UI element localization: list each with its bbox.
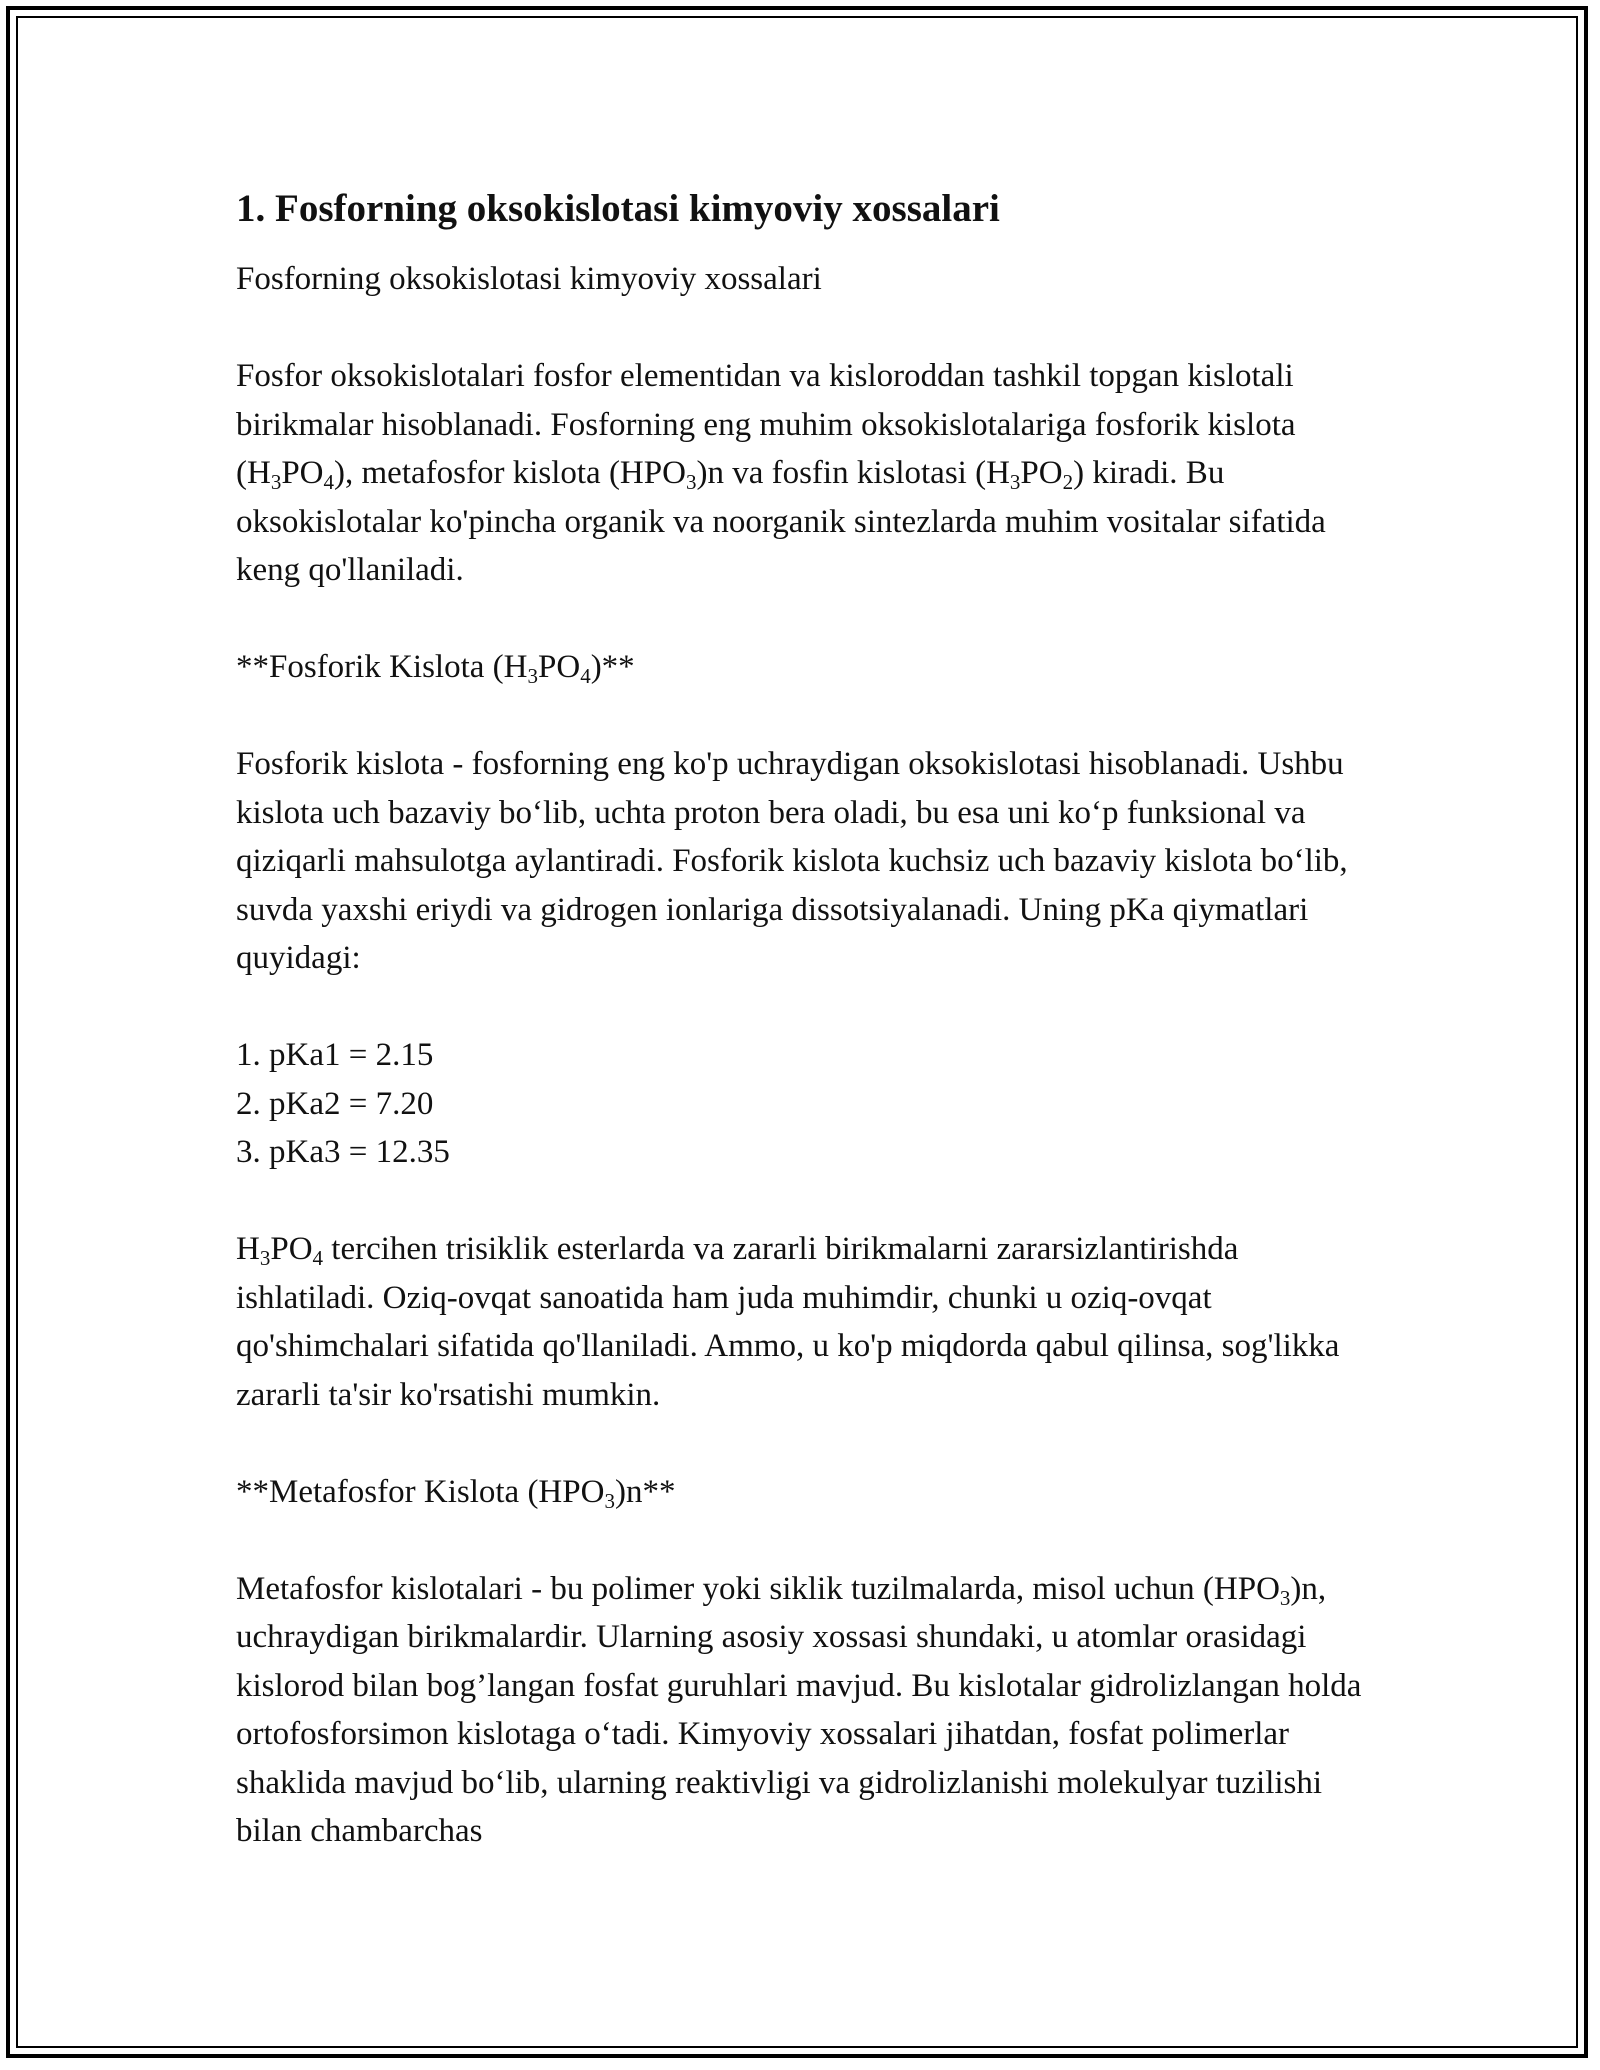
- fosforik-paragraph: Fosforik kislota - fosforning eng ko'p uchraydigan oksokislotasi hisoblanadi. Ushbu kislota uch bazaviy bo‘lib, uchta proton bera oladi, bu esa uni ko‘p funksional va qiziqarli mahsulotga aylantiradi. Fosforik kislota kuchsiz uch bazaviy kislota bo‘lib, suvda yaxshi eriydi va gidrogen ionlariga dissotsiyalanadi. Uning pKa qiymatlari quyidagi:: [236, 746, 1348, 976]
- list-item: 3. pKa3 = 12.35: [236, 1134, 450, 1170]
- page-title: 1. Fosforning oksokislotasi kimyoviy xossalari: [236, 187, 1000, 230]
- usage-paragraph: $H_3PO_4$ tercihen trisiklik esterlarda va zararli birikmalarni zararsizlantirishda ishlatiladi. Oziq-ovqat sanoatida ham juda muhimdir, chunki u oziq-ovqat qo'shimchalari sifatida qo'llaniladi. Ammo, u ko'p miqdorda qabul qilinsa, sog'likka zararli ta'sir ko'rsatishi mumkin.: [236, 1231, 1340, 1413]
- document-body: [236, 185, 1376, 1904]
- subtitle: Fosforning oksokislotasi kimyoviy xossalari: [236, 261, 822, 297]
- intro-paragraph: Fosfor oksokislotalari fosfor elementidan va kisloroddan tashkil topgan kislotali birikmalar hisoblanadi. Fosforning eng muhim oksokislotalariga fosforik kislota $(H_3PO_4)$, metafosfor kislota $(HPO_3)n$ va fosfin kislotasi $(H_3PO_2)$ kiradi. Bu oksokislotalar ko'pincha organik va noorganik sintezlarda muhim vositalar sifatida keng qo'llaniladi.: [236, 358, 1326, 588]
- metafosfor-paragraph: Metafosfor kislotalari - bu polimer yoki siklik tuzilmalarda, misol uchun $(HPO_3)n$, uchraydigan birikmalardir. Ularning asosiy xossasi shundaki, u atomlar orasidagi kislorod bilan bog’langan fosfat guruhlari mavjud. Bu kislotalar gidrolizlangan holda ortofosforsimon kislotaga o‘tadi. Kimyoviy xossalari jihatdan, fosfat polimerlar shaklida mavjud bo‘lib, ularning reaktivligi va gidrolizlanishi molekulyar tuzilishi bilan chambarchas: [236, 1570, 1362, 1849]
- list-item: 2. pKa2 = 7.20: [236, 1085, 434, 1122]
- section-heading-fosforik: **Fosforik Kislota $(H_3PO_4)**$: [236, 649, 635, 688]
- section-heading-metafosfor: **Metafosfor Kislota $(HPO_3)n**$: [236, 1473, 676, 1513]
- list-item: 1. pKa1 = 2.15: [236, 1037, 434, 1073]
- pka-list: [236, 1031, 1376, 1177]
